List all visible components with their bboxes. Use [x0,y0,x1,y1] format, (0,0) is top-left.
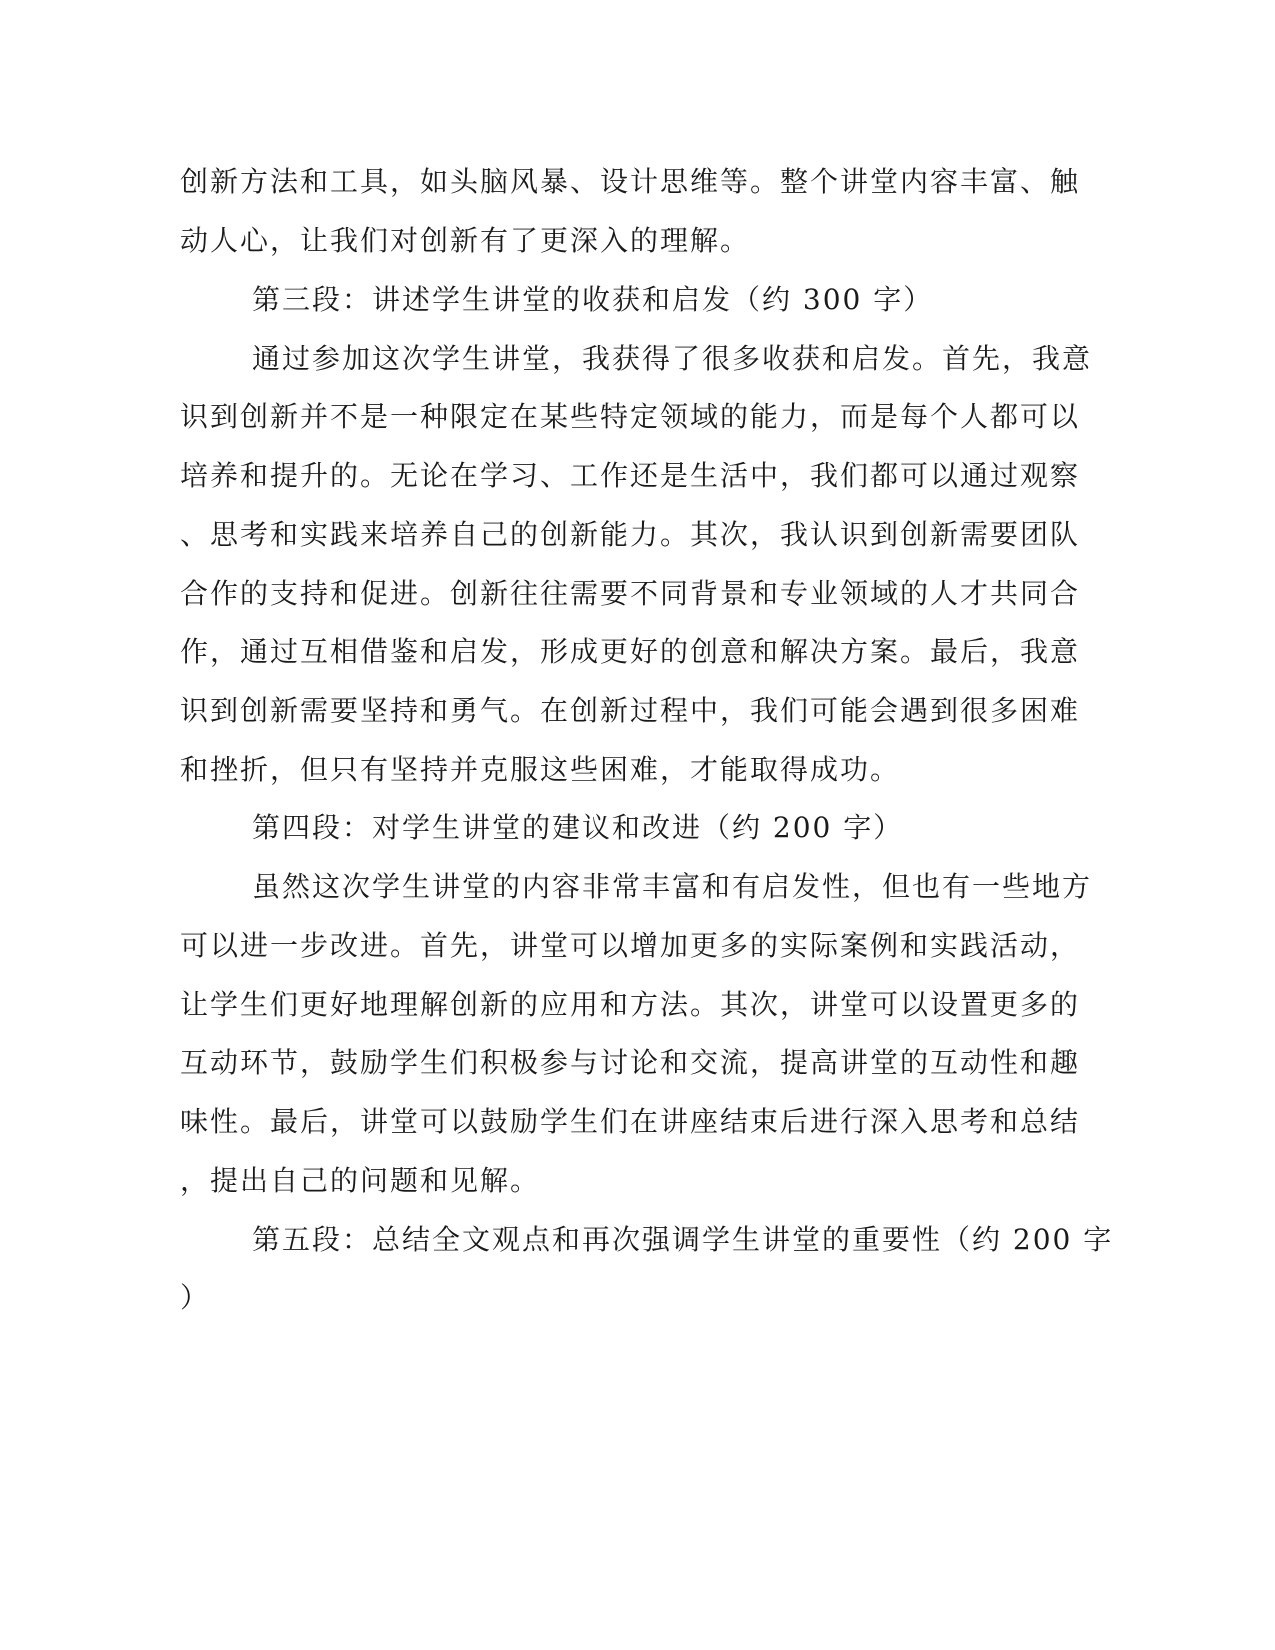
section-heading: 第三段：讲述学生讲堂的收获和启发（约 300 字） [252,283,934,316]
text-line: 让学生们更好地理解创新的应用和方法。其次，讲堂可以设置更多的 [180,988,1081,1021]
section-heading: 第五段：总结全文观点和再次强调学生讲堂的重要性（约 200 字 [252,1223,1114,1256]
text-line: 合作的支持和促进。创新往往需要不同背景和专业领域的人才共同合 [180,577,1081,610]
text-line: 互动环节，鼓励学生们积极参与讨论和交流，提高讲堂的互动性和趣 [180,1046,1081,1079]
text-line: ，提出自己的问题和见解。 [180,1164,541,1197]
text-line: 创新方法和工具，如头脑风暴、设计思维等。整个讲堂内容丰富、触 [180,165,1081,198]
text-line: 培养和提升的。无论在学习、工作还是生活中，我们都可以通过观察 [180,459,1081,492]
text-line: 作，通过互相借鉴和启发，形成更好的创意和解决方案。最后，我意 [180,635,1081,668]
text-line: 动人心，让我们对创新有了更深入的理解。 [180,224,751,257]
text-line: 、思考和实践来培养自己的创新能力。其次，我认识到创新需要团队 [180,518,1081,551]
text-line: ） [180,1281,211,1314]
text-line: 味性。最后，讲堂可以鼓励学生们在讲座结束后进行深入思考和总结 [180,1105,1081,1138]
text-line: 识到创新需要坚持和勇气。在创新过程中，我们可能会遇到很多困难 [180,694,1081,727]
section-heading: 第四段：对学生讲堂的建议和改进（约 200 字） [252,811,904,844]
text-line: 可以进一步改进。首先，讲堂可以增加更多的实际案例和实践活动， [180,929,1081,962]
text-line: 和挫折，但只有坚持并克服这些困难，才能取得成功。 [180,753,901,786]
text-line: 识到创新并不是一种限定在某些特定领域的能力，而是每个人都可以 [180,400,1081,433]
text-line: 通过参加这次学生讲堂，我获得了很多收获和启发。首先，我意 [252,342,1093,375]
text-line: 虽然这次学生讲堂的内容非常丰富和有启发性，但也有一些地方 [252,870,1093,903]
